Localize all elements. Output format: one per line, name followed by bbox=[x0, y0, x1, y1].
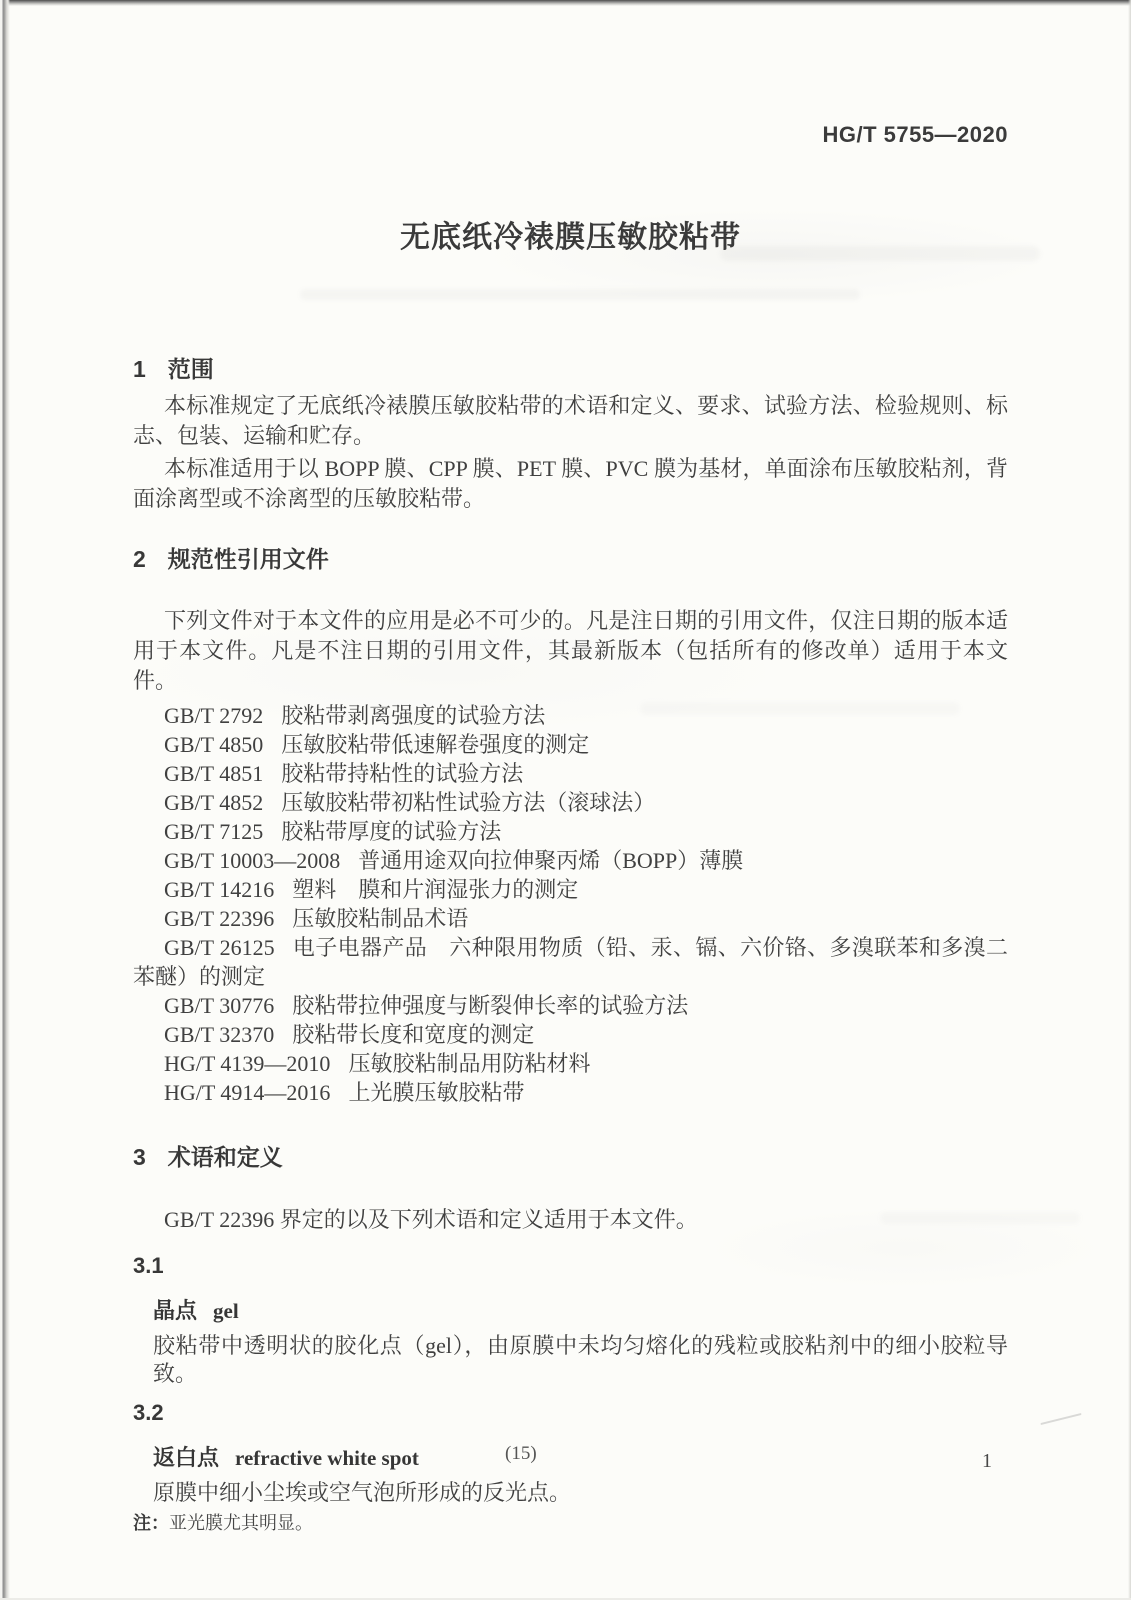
reference-code: GB/T 2792 bbox=[164, 703, 264, 728]
term-name-zh: 返白点 bbox=[153, 1445, 220, 1470]
section-number: 1 bbox=[133, 356, 146, 382]
term-name-line bbox=[153, 1444, 1008, 1475]
reference-title: 压敏胶粘带初粘性试验方法（滚球法） bbox=[281, 790, 656, 815]
section-number: 3 bbox=[133, 1144, 146, 1170]
reference-code: GB/T 26125 bbox=[164, 935, 275, 960]
reference-item bbox=[133, 1020, 1008, 1049]
normative-references-list bbox=[133, 701, 1008, 1107]
reference-title: 胶粘带拉伸强度与断裂伸长率的试验方法 bbox=[292, 993, 689, 1018]
terms-intro: GB/T 22396 界定的以及下列术语和定义适用于本文件。 bbox=[164, 1207, 698, 1232]
reference-title: 压敏胶粘制品用防粘材料 bbox=[348, 1051, 591, 1076]
reference-title: 胶粘带剥离强度的试验方法 bbox=[281, 703, 546, 728]
term-clause-number: 3.1 bbox=[133, 1253, 164, 1278]
section-label: 规范性引用文件 bbox=[167, 546, 329, 572]
reference-code: GB/T 7125 bbox=[164, 819, 264, 844]
reference-code: GB/T 4850 bbox=[164, 732, 264, 757]
reference-title: 塑料 膜和片润湿张力的测定 bbox=[292, 877, 579, 902]
reference-code: HG/T 4139—2010 bbox=[164, 1051, 331, 1076]
reference-title: 胶粘带厚度的试验方法 bbox=[281, 819, 502, 844]
section-heading-scope bbox=[133, 351, 1008, 384]
reference-code: GB/T 32370 bbox=[164, 1022, 275, 1047]
term-note bbox=[133, 1511, 1008, 1535]
term-definition: 胶粘带中透明状的胶化点（gel），由原膜中未均匀熔化的残粒或胶粘剂中的细小胶粒导致。 bbox=[153, 1333, 1008, 1386]
reference-code: GB/T 14216 bbox=[164, 877, 275, 902]
term-name-line bbox=[153, 1297, 1008, 1328]
scan-edge-left bbox=[0, 0, 10, 1600]
standard-number: HG/T 5755—2020 bbox=[822, 122, 1008, 147]
term-name-en: refractive white spot bbox=[235, 1446, 419, 1470]
reference-item bbox=[133, 1049, 1008, 1078]
reference-item bbox=[133, 759, 1008, 788]
reference-title: 压敏胶粘制品术语 bbox=[292, 906, 469, 931]
reference-item bbox=[133, 1078, 1008, 1107]
reference-title: 普通用途双向拉伸聚丙烯（BOPP）薄膜 bbox=[358, 848, 744, 873]
page-content bbox=[133, 0, 1008, 1535]
section-number: 2 bbox=[133, 546, 146, 572]
reference-item bbox=[133, 904, 1008, 933]
page-number: 1 bbox=[982, 1450, 992, 1472]
reference-item bbox=[133, 817, 1008, 846]
term-clause-number: 3.2 bbox=[133, 1400, 164, 1425]
reference-item bbox=[133, 991, 1008, 1020]
term-name-zh: 晶点 bbox=[153, 1298, 198, 1323]
reference-code: GB/T 4852 bbox=[164, 790, 264, 815]
reference-code: GB/T 30776 bbox=[164, 993, 275, 1018]
reference-title: 压敏胶粘带低速解卷强度的测定 bbox=[281, 732, 590, 757]
footer-sequence-number: (15) bbox=[505, 1443, 537, 1464]
term-definition: 原膜中细小尘埃或空气泡所形成的反光点。 bbox=[153, 1480, 572, 1505]
section-heading-terms-definitions bbox=[133, 1139, 1008, 1172]
section-heading-normative-references bbox=[133, 541, 1008, 574]
reference-item bbox=[133, 701, 1008, 730]
note-text: 亚光膜尤其明显。 bbox=[169, 1513, 313, 1533]
section-label: 术语和定义 bbox=[167, 1144, 283, 1170]
reference-code: GB/T 10003—2008 bbox=[164, 848, 341, 873]
scope-paragraph-1: 本标准规定了无底纸冷裱膜压敏胶粘带的术语和定义、要求、试验方法、检验规则、标志、包装、运输和贮存。 bbox=[133, 393, 1008, 448]
term-name-en: gel bbox=[213, 1299, 239, 1323]
reference-code: GB/T 22396 bbox=[164, 906, 275, 931]
reference-title: 胶粘带长度和宽度的测定 bbox=[292, 1022, 535, 1047]
reference-item bbox=[133, 875, 1008, 904]
reference-title: 电子电器产品 六种限用物质（铅、汞、镉、六价铬、多溴联苯和多溴二苯醚）的测定 bbox=[133, 935, 1008, 989]
document-title: 无底纸冷裱膜压敏胶粘带 bbox=[400, 221, 741, 254]
scope-paragraph-2: 本标准适用于以 BOPP 膜、CPP 膜、PET 膜、PVC 膜为基材，单面涂布压敏胶粘剂，背面涂离型或不涂离型的压敏胶粘带。 bbox=[133, 456, 1008, 511]
normative-references-intro: 下列文件对于本文件的应用是必不可少的。凡是注日期的引用文件，仅注日期的版本适用于本文件。凡是不注日期的引用文件，其最新版本（包括所有的修改单）适用于本文件。 bbox=[133, 608, 1008, 693]
reference-title: 上光膜压敏胶粘带 bbox=[348, 1080, 525, 1105]
section-label: 范围 bbox=[167, 356, 214, 382]
reference-item bbox=[133, 933, 1008, 991]
scan-scratch-artifact bbox=[1040, 1413, 1081, 1425]
reference-title: 胶粘带持粘性的试验方法 bbox=[281, 761, 524, 786]
reference-item bbox=[133, 730, 1008, 759]
term-entry-3-2 bbox=[133, 1400, 1008, 1535]
term-entry-3-1 bbox=[133, 1253, 1008, 1388]
reference-code: GB/T 4851 bbox=[164, 761, 264, 786]
reference-item bbox=[133, 846, 1008, 875]
note-label: 注： bbox=[133, 1513, 169, 1533]
reference-item bbox=[133, 788, 1008, 817]
reference-code: HG/T 4914—2016 bbox=[164, 1080, 331, 1105]
